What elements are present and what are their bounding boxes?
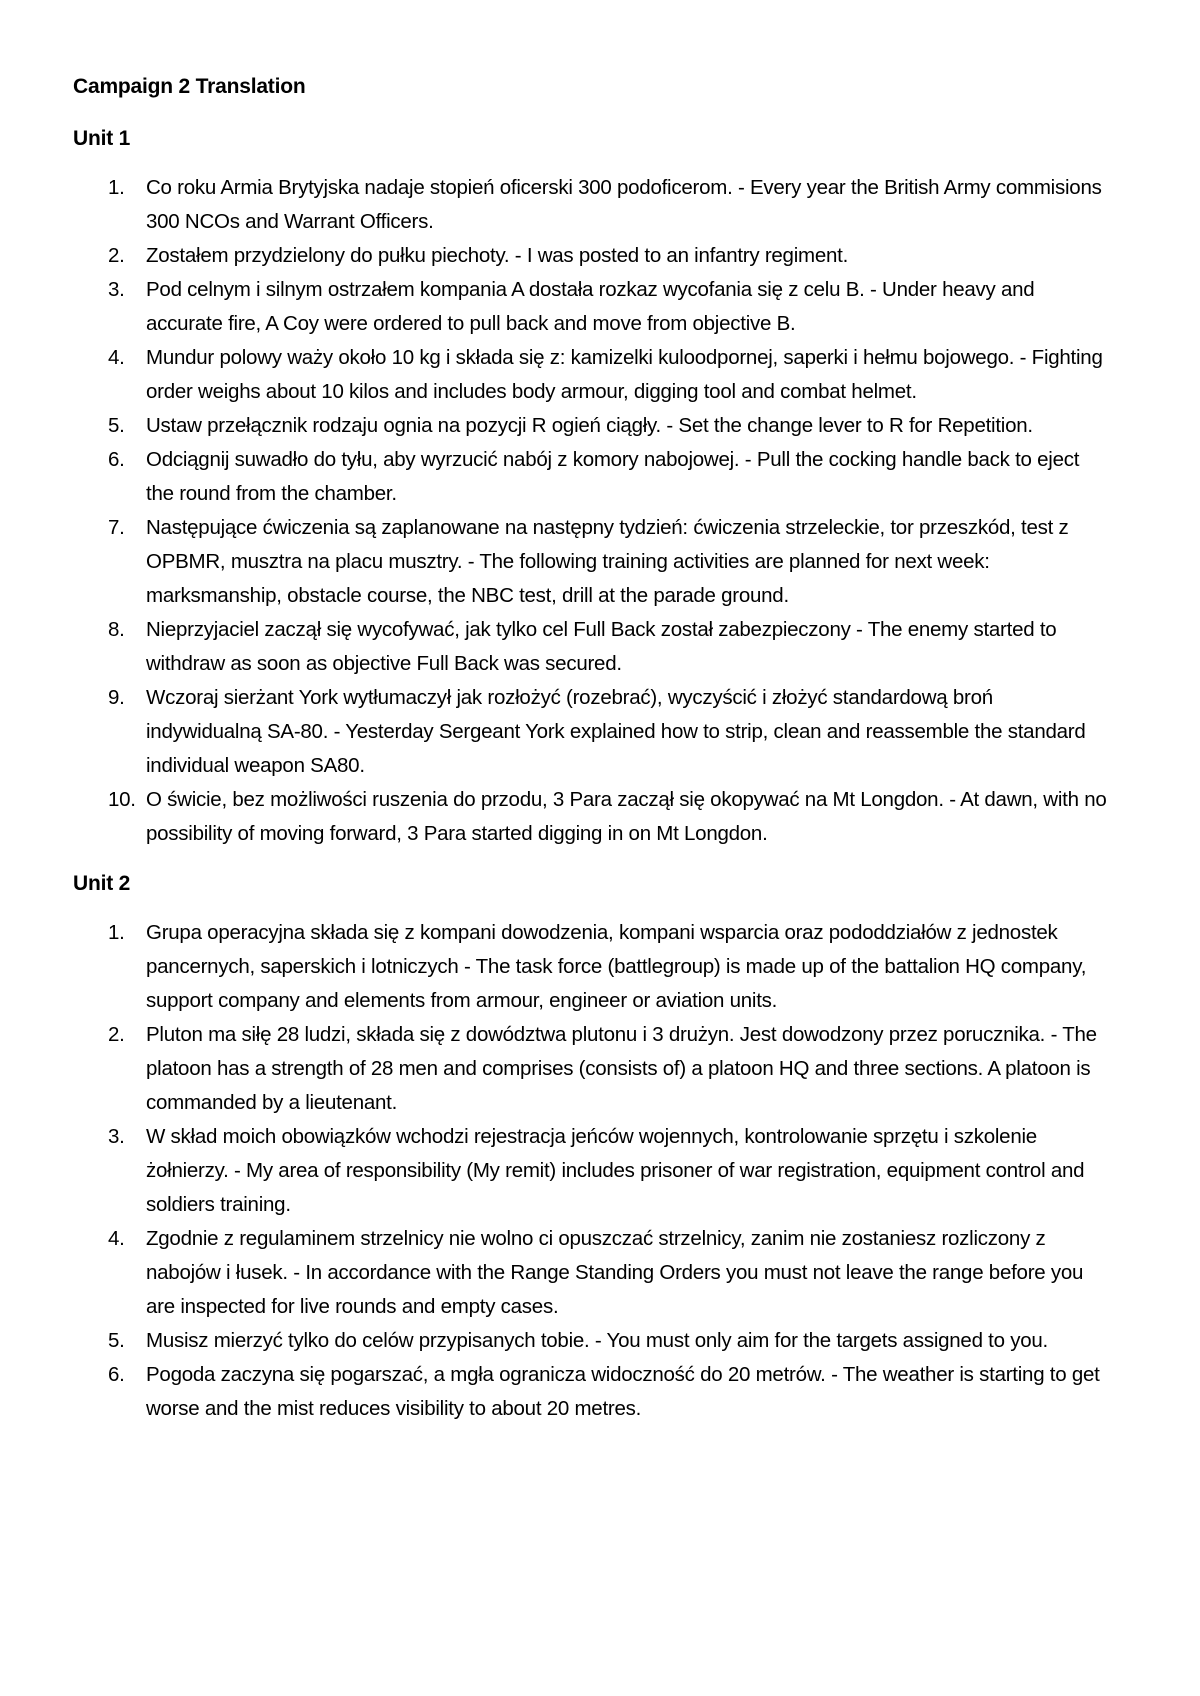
item-number: 3. [108, 278, 125, 301]
unit-2-list [73, 916, 1108, 1426]
item-text: Grupa operacyjna składa się z kompani dowodzenia, kompani wsparcia oraz pododdziałów z jednostek pancernych, saperskich i lotniczych - The task force (battlegroup) is made up of the battalion HQ company, support company and elements from armour, engineer or aviation units. [146, 921, 1087, 1012]
list-item [73, 1358, 1108, 1426]
item-number: 2. [108, 1023, 125, 1046]
item-number: 9. [108, 686, 125, 709]
item-text: Ustaw przełącznik rodzaju ognia na pozycji R ogień ciągły. - Set the change lever to R for Repetition. [146, 414, 1033, 437]
list-item [73, 681, 1108, 783]
item-number: 8. [108, 618, 125, 641]
list-item [73, 409, 1108, 443]
unit-1-list [73, 171, 1108, 851]
item-number: 4. [108, 346, 125, 369]
item-text: Pogoda zaczyna się pogarszać, a mgła ogranicza widoczność do 20 metrów. - The weather is starting to get worse and the mist reduces visibility to about 20 metres. [146, 1363, 1100, 1420]
item-text: Zostałem przydzielony do pułku piechoty. - I was posted to an infantry regiment. [146, 244, 849, 267]
list-item [73, 1120, 1108, 1222]
document-title: Campaign 2 Translation [73, 75, 306, 98]
item-number: 6. [108, 448, 125, 471]
item-text: Pod celnym i silnym ostrzałem kompania A dostała rozkaz wycofania się z celu B. - Under heavy and accurate fire, A Coy were ordered to pull back and move from objective B. [146, 278, 1035, 335]
list-item [73, 273, 1108, 341]
item-text: Następujące ćwiczenia są zaplanowane na następny tydzień: ćwiczenia strzeleckie, tor przeszkód, test z OPBMR, musztra na placu musztry. - The following training activities are planned for next week: marksmanship, obstacle course, the NBC test, drill at the parade ground. [146, 516, 1069, 607]
item-text: W skład moich obowiązków wchodzi rejestracja jeńców wojennych, kontrolowanie sprzętu i szkolenie żołnierzy. - My area of responsibility (My remit) includes prisoner of war registration, equipment control and soldiers training. [146, 1125, 1085, 1216]
item-text: Nieprzyjaciel zaczął się wycofywać, jak tylko cel Full Back został zabezpieczony - The enemy started to withdraw as soon as objective Full Back was secured. [146, 618, 1057, 675]
list-item [73, 1018, 1108, 1120]
list-item [73, 1222, 1108, 1324]
item-text: Odciągnij suwadło do tyłu, aby wyrzucić nabój z komory nabojowej. - Pull the cocking handle back to eject the round from the chamber. [146, 448, 1080, 505]
item-number: 1. [108, 176, 125, 199]
item-number: 2. [108, 244, 125, 267]
item-number: 10. [108, 788, 136, 811]
list-item [73, 443, 1108, 511]
item-text: Zgodnie z regulaminem strzelnicy nie wolno ci opuszczać strzelnicy, zanim nie zostaniesz rozliczony z nabojów i łusek. - In accordance with the Range Standing Orders you must not leave the range before you are inspected for live rounds and empty cases. [146, 1227, 1084, 1318]
item-text: Wczoraj sierżant York wytłumaczył jak rozłożyć (rozebrać), wyczyścić i złożyć standardową broń indywidualną SA-80. - Yesterday Sergeant York explained how to strip, clean and reassemble the standard individual weapon SA80. [146, 686, 1086, 777]
list-item [73, 783, 1108, 851]
item-text: Pluton ma siłę 28 ludzi, składa się z dowództwa plutonu i 3 drużyn. Jest dowodzony przez porucznika. - The platoon has a strength of 28 men and comprises (consists of) a platoon HQ and three sections. A platoon is commanded by a lieutenant. [146, 1023, 1097, 1114]
item-number: 7. [108, 516, 125, 539]
item-number: 5. [108, 1329, 125, 1352]
item-text: O świcie, bez możliwości ruszenia do przodu, 3 Para zaczął się okopywać na Mt Longdon. - At dawn, with no possibility of moving forward, 3 Para started digging in on Mt Longdon. [146, 788, 1107, 845]
list-item [73, 239, 1108, 273]
list-item [73, 171, 1108, 239]
unit-1-heading: Unit 1 [73, 127, 131, 150]
unit-2-heading: Unit 2 [73, 872, 131, 895]
list-item [73, 511, 1108, 613]
item-text: Mundur polowy waży około 10 kg i składa się z: kamizelki kuloodpornej, saperki i hełmu bojowego. - Fighting order weighs about 10 kilos and includes body armour, digging tool and combat helmet. [146, 346, 1103, 403]
list-item [73, 916, 1108, 1018]
item-number: 6. [108, 1363, 125, 1386]
item-text: Musisz mierzyć tylko do celów przypisanych tobie. - You must only aim for the targets assigned to you. [146, 1329, 1048, 1352]
item-number: 3. [108, 1125, 125, 1148]
list-item [73, 1324, 1108, 1358]
item-number: 5. [108, 414, 125, 437]
item-text: Co roku Armia Brytyjska nadaje stopień oficerski 300 podoficerom. - Every year the British Army commisions 300 NCOs and Warrant Officers. [146, 176, 1102, 233]
item-number: 4. [108, 1227, 125, 1250]
list-item [73, 341, 1108, 409]
item-number: 1. [108, 921, 125, 944]
list-item [73, 613, 1108, 681]
